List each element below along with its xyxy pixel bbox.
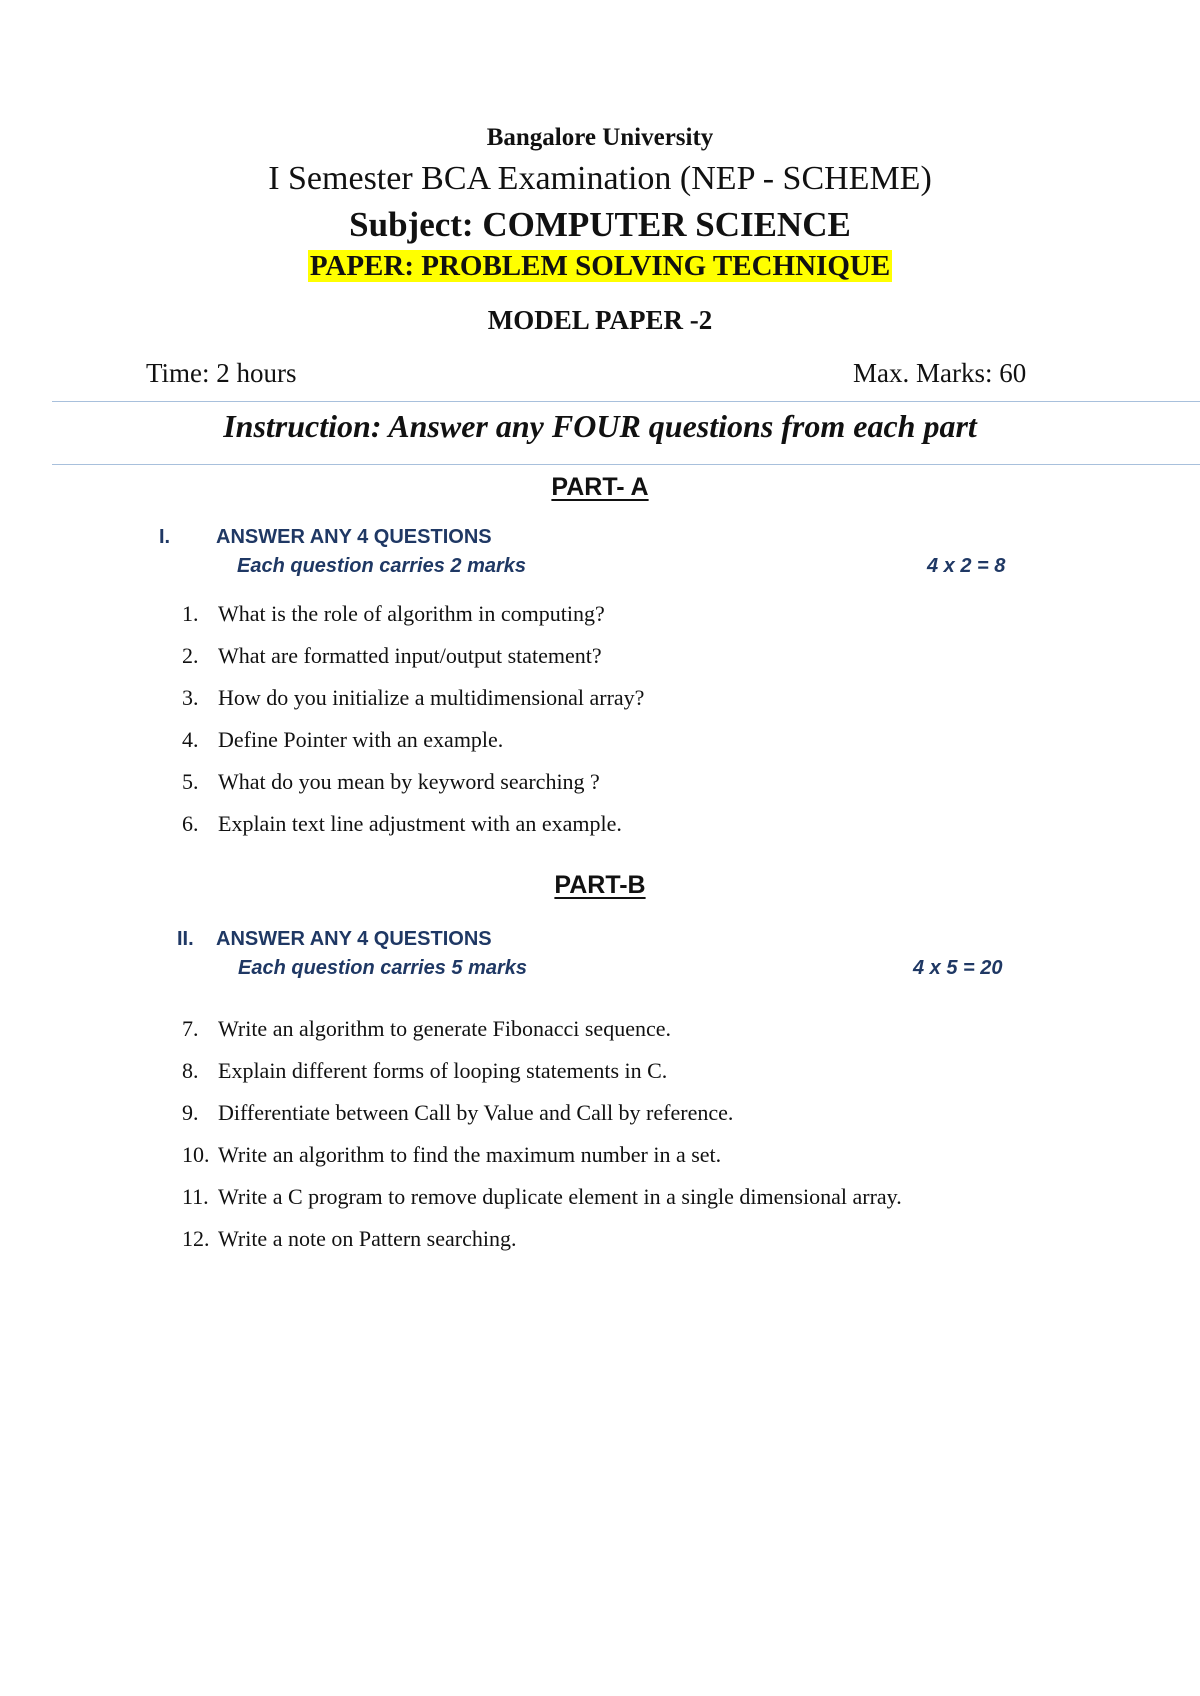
university-name: Bangalore University — [486, 124, 714, 151]
question-number: 11. — [182, 1184, 209, 1209]
question-number: 12. — [182, 1226, 210, 1251]
section-2-title: ANSWER ANY 4 QUESTIONS — [216, 928, 492, 950]
question-text: What is the role of algorithm in computing? — [218, 601, 605, 626]
paper-title-wrap — [0, 250, 1200, 283]
question-item — [182, 1016, 671, 1042]
bottom-divider — [52, 464, 1200, 465]
part-b-heading: PART-B — [554, 871, 646, 899]
section-2-subtitle: Each question carries 5 marks — [238, 957, 528, 979]
subject-title: Subject: COMPUTER SCIENCE — [349, 205, 851, 244]
time-label: Time: 2 hours — [146, 358, 297, 388]
question-number: 1. — [182, 601, 199, 626]
question-text: Explain text line adjustment with an example. — [218, 811, 622, 836]
instruction-text: Instruction: Answer any FOUR questions from each part — [223, 408, 977, 444]
question-item — [182, 811, 622, 837]
question-number: 4. — [182, 727, 199, 752]
question-number: 2. — [182, 643, 199, 668]
section-1-title: ANSWER ANY 4 QUESTIONS — [216, 526, 492, 548]
question-text: Write a C program to remove duplicate element in a single dimensional array. — [218, 1184, 902, 1209]
question-text: Explain different forms of looping statements in C. — [218, 1058, 668, 1083]
question-text: Write a note on Pattern searching. — [218, 1226, 517, 1251]
top-divider — [52, 401, 1200, 402]
question-item — [182, 643, 602, 669]
question-text: How do you initialize a multidimensional array? — [218, 685, 645, 710]
question-item — [182, 769, 600, 795]
question-number: 10. — [182, 1142, 210, 1167]
paper-title: PAPER: PROBLEM SOLVING TECHNIQUE — [309, 250, 891, 282]
question-item — [182, 685, 645, 711]
question-text: Write an algorithm to find the maximum number in a set. — [218, 1142, 722, 1167]
question-number: 9. — [182, 1100, 199, 1125]
question-number: 8. — [182, 1058, 199, 1083]
question-number: 7. — [182, 1016, 199, 1041]
question-text: What do you mean by keyword searching ? — [218, 769, 600, 794]
section-1-number: I. — [159, 526, 171, 548]
question-item — [182, 1226, 517, 1252]
section-2-marks: 4 x 5 = 20 — [913, 957, 1003, 979]
question-text: Differentiate between Call by Value and Call by reference. — [218, 1100, 734, 1125]
model-paper-label: MODEL PAPER -2 — [487, 305, 713, 335]
question-item — [182, 601, 605, 627]
question-item — [182, 727, 504, 753]
section-1-marks: 4 x 2 = 8 — [927, 555, 1006, 577]
section-2-number: II. — [177, 928, 194, 950]
question-text: Write an algorithm to generate Fibonacci sequence. — [218, 1016, 671, 1041]
part-a-heading: PART- A — [551, 473, 649, 501]
question-item — [182, 1142, 722, 1168]
question-item — [182, 1100, 734, 1126]
question-number: 3. — [182, 685, 199, 710]
question-number: 6. — [182, 811, 199, 836]
exam-title: I Semester BCA Examination (NEP - SCHEME) — [268, 160, 932, 197]
section-1-subtitle: Each question carries 2 marks — [237, 555, 527, 577]
question-number: 5. — [182, 769, 199, 794]
max-marks-label: Max. Marks: 60 — [853, 358, 1027, 388]
question-item — [182, 1184, 902, 1210]
question-item — [182, 1058, 668, 1084]
question-text: Define Pointer with an example. — [218, 727, 504, 752]
question-text: What are formatted input/output statement? — [218, 643, 602, 668]
